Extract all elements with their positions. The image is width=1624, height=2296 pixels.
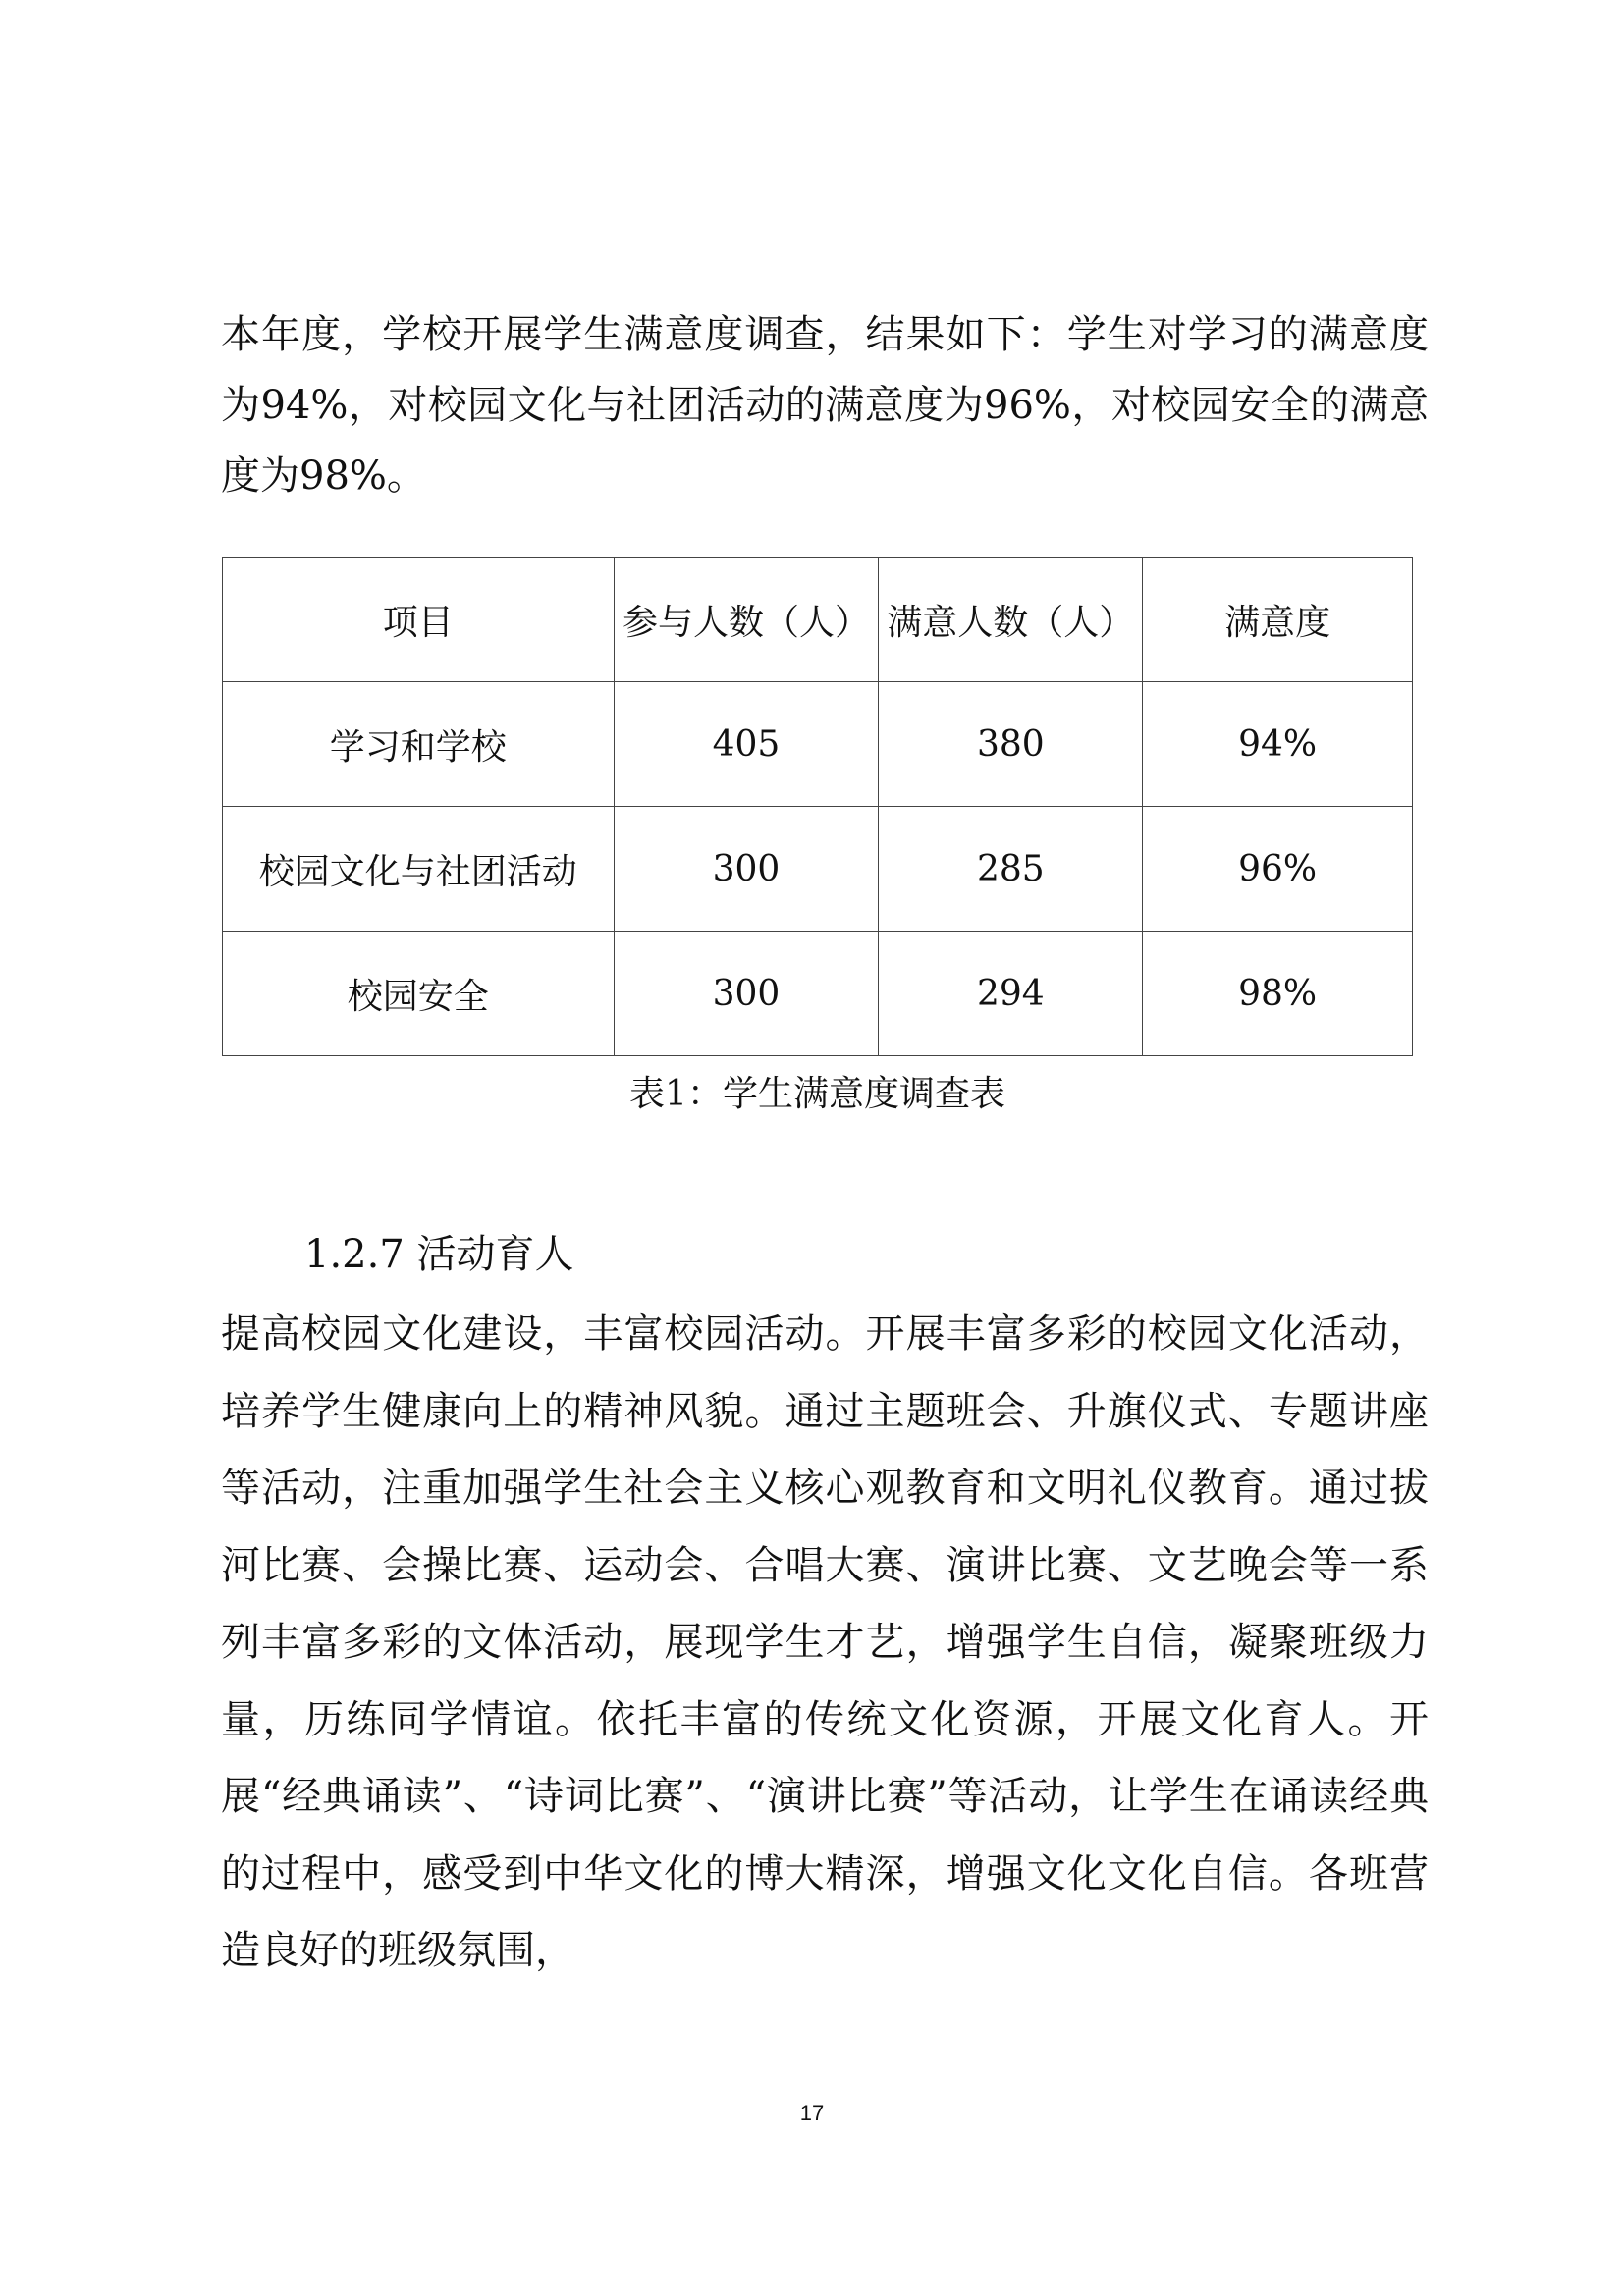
header-cell-satisfied: 满意人数（人） [879, 558, 1143, 682]
table-cell: 校园文化与社团活动 [223, 807, 615, 932]
table-cell: 285 [879, 807, 1143, 932]
table-caption: 表1：学生满意度调查表 [629, 1074, 1005, 1114]
intro-paragraph: 本年度，学校开展学生满意度调查，结果如下：学生对学习的满意度为94%，对校园文化与社团活动的满意度为96%，对校园安全的满意度为98%。 [221, 312, 1429, 499]
header-cell-rate: 满意度 [1143, 558, 1413, 682]
table-header-row [223, 558, 1413, 682]
table-cell: 学习和学校 [223, 682, 615, 807]
table-row [223, 807, 1413, 932]
table-row [223, 932, 1413, 1056]
header-cell-participants: 参与人数（人） [614, 558, 879, 682]
table-cell: 294 [879, 932, 1143, 1056]
table-cell: 380 [879, 682, 1143, 807]
table-row [223, 682, 1413, 807]
section-paragraph: 提高校园文化建设，丰富校园活动。开展丰富多彩的校园文化活动，培养学生健康向上的精神风貌。通过主题班会、升旗仪式、专题讲座等活动，注重加强学生社会主义核心观教育和文明礼仪教育。通过拔河比赛、会操比赛、运动会、合唱大赛、演讲比赛、文艺晚会等一系列丰富多彩的文体活动，展现学生才艺，增强学生自信，凝聚班级力量，历练同学情谊。依托丰富的传统文化资源，开展文化育人。开展“经典诵读”、“诗词比赛”、“演讲比赛”等活动，让学生在诵读经典的过程中，感受到中华文化的博大精深，增强文化文化自信。各班营造良好的班级氛围， [221, 1311, 1429, 1973]
table-cell: 300 [614, 807, 879, 932]
header-cell-item: 项目 [223, 558, 615, 682]
table-cell: 300 [614, 932, 879, 1056]
page-number: 17 [799, 2101, 825, 2125]
table-cell: 405 [614, 682, 879, 807]
table-cell: 校园安全 [223, 932, 615, 1056]
satisfaction-table [222, 557, 1413, 1056]
table-cell: 94% [1143, 682, 1413, 807]
section-heading: 1.2.7 活动育人 [304, 1232, 574, 1277]
table-cell: 98% [1143, 932, 1413, 1056]
table-cell: 96% [1143, 807, 1413, 932]
